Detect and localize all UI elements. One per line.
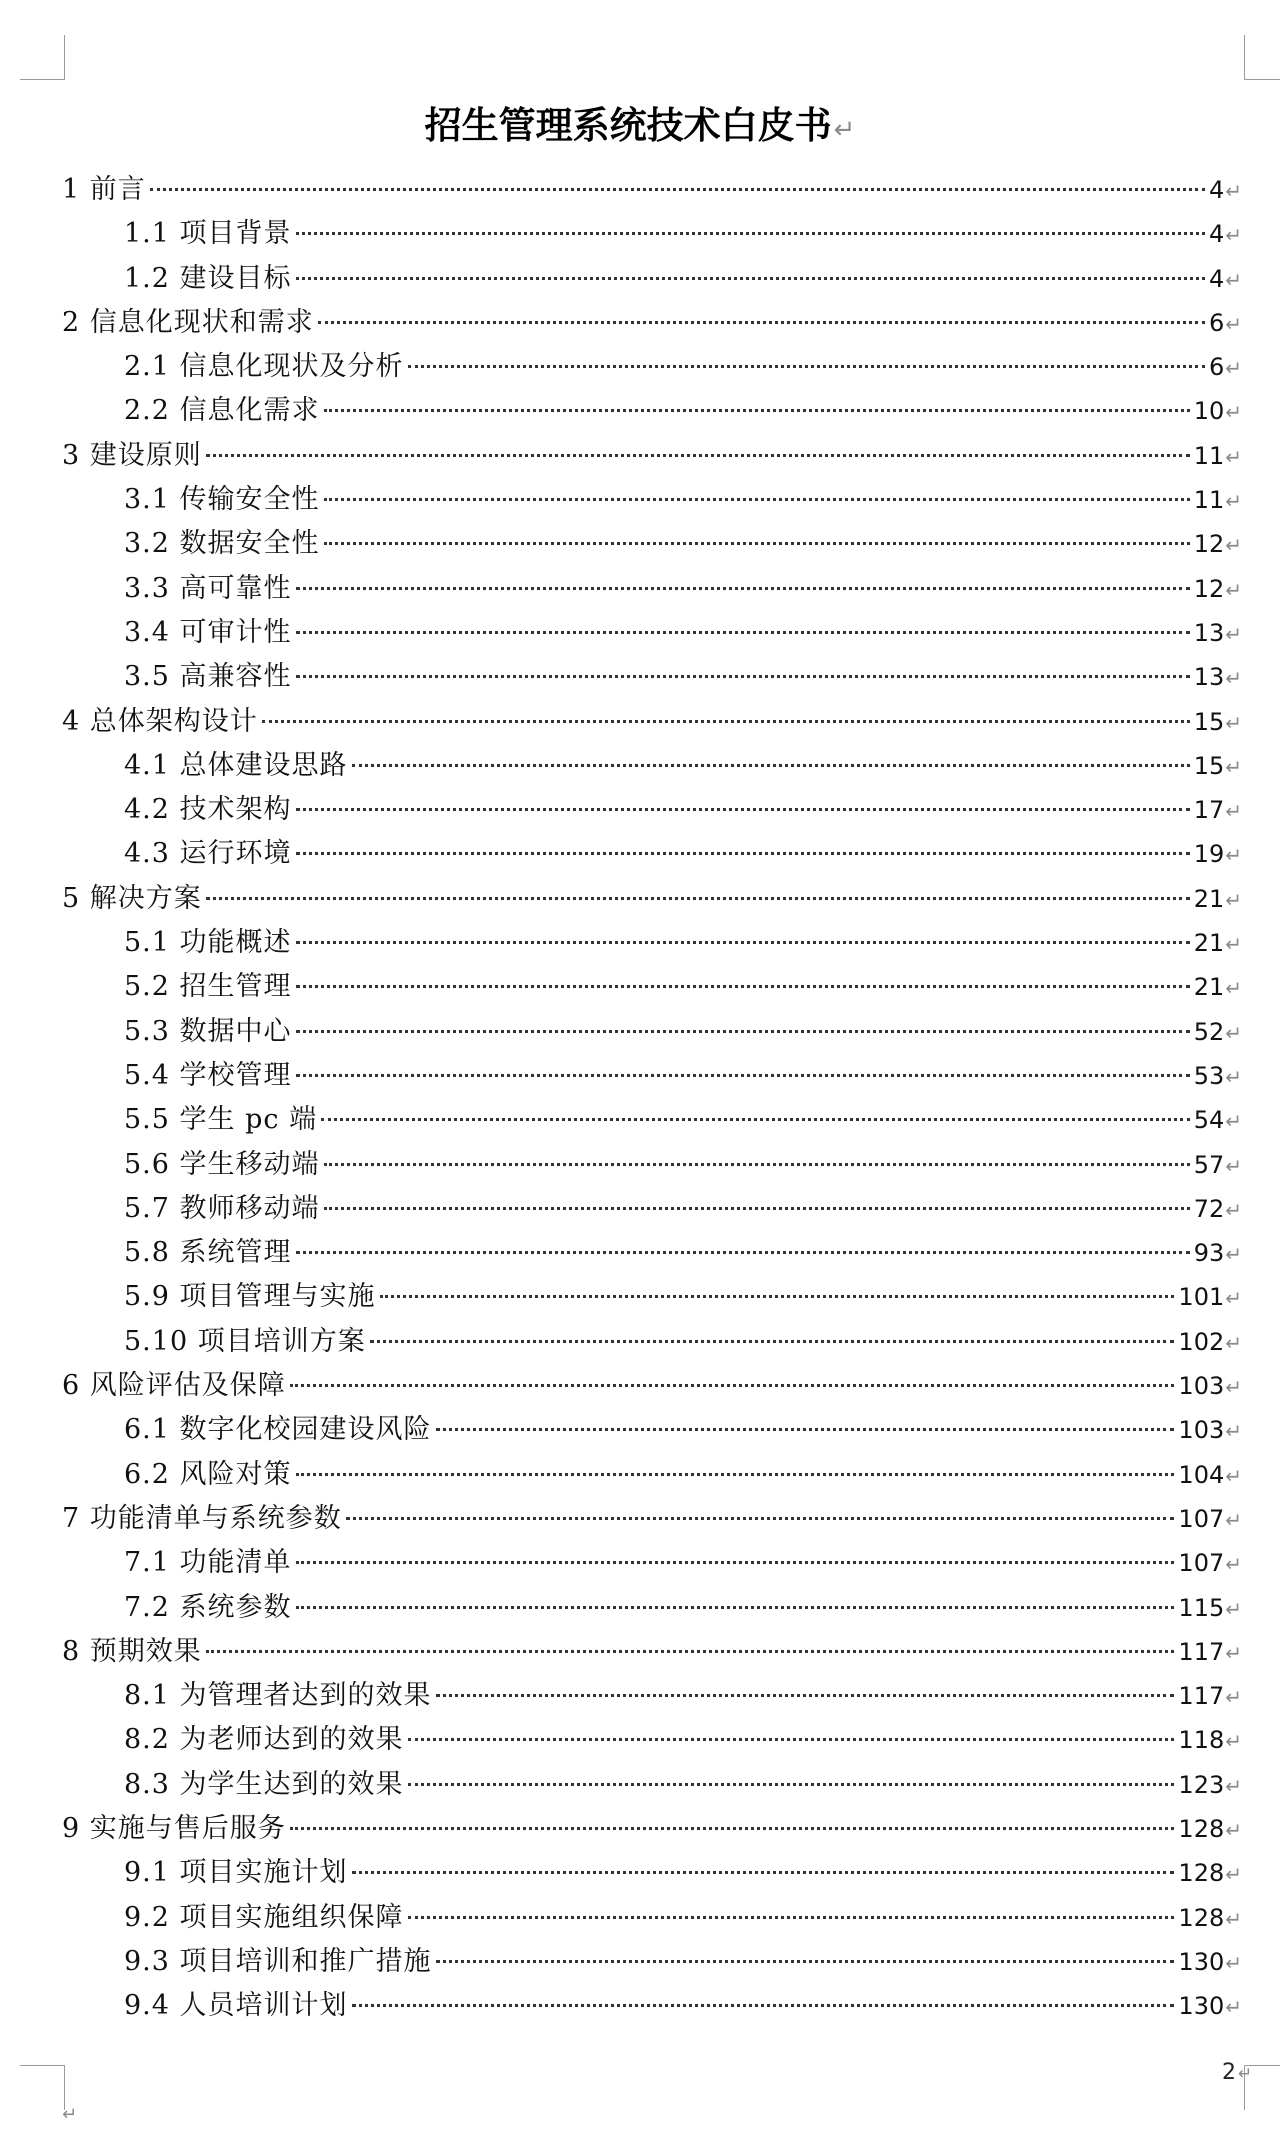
paragraph-mark-icon: ↵ — [1225, 1773, 1242, 1798]
toc-entry-page — [1194, 1010, 1242, 1055]
toc-chapter-entry[interactable] — [62, 700, 1242, 744]
paragraph-mark-icon: ↵ — [1225, 754, 1242, 779]
paragraph-mark-icon: ↵ — [1225, 1862, 1242, 1887]
dot-leader — [296, 852, 1190, 855]
toc-page-number: 130 — [1178, 1992, 1225, 2021]
toc-entry-page — [1209, 168, 1242, 213]
dot-leader — [408, 365, 1205, 368]
toc-entry-page — [1178, 1896, 1242, 1941]
toc-section-entry[interactable] — [62, 1010, 1242, 1054]
dot-leader — [296, 1074, 1190, 1077]
dot-leader — [290, 1827, 1175, 1830]
toc-entry-page — [1194, 1231, 1242, 1276]
toc-section-entry[interactable] — [62, 1851, 1242, 1895]
dot-leader — [296, 808, 1190, 811]
toc-section-entry[interactable] — [62, 567, 1242, 611]
toc-section-entry[interactable] — [62, 1763, 1242, 1807]
paragraph-mark-icon: ↵ — [1225, 444, 1242, 469]
paragraph-mark-icon: ↵ — [1225, 577, 1242, 602]
toc-entry-label: 7 功能清单与系统参数 — [62, 1502, 342, 1534]
toc-page-number: 13 — [1193, 618, 1225, 647]
dot-leader — [324, 409, 1190, 412]
paragraph-mark-icon: ↵ — [1225, 223, 1242, 248]
toc-entry-label: 3.4 可审计性 — [124, 616, 292, 648]
toc-chapter-entry[interactable] — [62, 1497, 1242, 1541]
toc-entry-label: 5.8 系统管理 — [124, 1237, 292, 1269]
toc-page-number: 21 — [1193, 884, 1225, 913]
toc-page-number: 103 — [1178, 1416, 1225, 1445]
toc-page-number: 104 — [1178, 1460, 1225, 1489]
toc-entry-label: 6.2 风险对策 — [124, 1458, 292, 1490]
toc-entry-page — [1194, 1098, 1242, 1143]
paragraph-mark-icon: ↵ — [1225, 1950, 1242, 1975]
dot-leader — [296, 675, 1190, 678]
toc-entry-label: 5.6 学生移动端 — [124, 1148, 320, 1180]
toc-page-number: 12 — [1193, 574, 1225, 603]
toc-chapter-entry[interactable] — [62, 168, 1242, 212]
toc-page-number: 130 — [1178, 1947, 1225, 1976]
toc-entry-page — [1194, 567, 1242, 612]
toc-section-entry[interactable] — [62, 1275, 1242, 1319]
toc-entry-label: 3 建设原则 — [62, 439, 202, 471]
toc-chapter-entry[interactable] — [62, 1364, 1242, 1408]
toc-entry-page — [1194, 700, 1242, 745]
toc-page-number: 93 — [1193, 1239, 1225, 1268]
toc-section-entry[interactable] — [62, 212, 1242, 256]
toc-page-number: 118 — [1178, 1726, 1225, 1755]
toc-page-number: 128 — [1178, 1903, 1225, 1932]
toc-page-number: 17 — [1193, 796, 1225, 825]
paragraph-mark-icon: ↵ — [833, 115, 856, 145]
dot-leader — [296, 1561, 1175, 1564]
toc-entry-label: 9.4 人员培训计划 — [124, 1990, 348, 2022]
toc-entry-label: 4.2 技术架构 — [124, 794, 292, 826]
dot-leader — [296, 277, 1205, 280]
toc-section-entry[interactable] — [62, 1054, 1242, 1098]
dot-leader — [324, 1163, 1190, 1166]
paragraph-mark-icon: ↵ — [1225, 710, 1242, 735]
paragraph-mark-icon: ↵ — [1225, 1906, 1242, 1931]
paragraph-mark-icon: ↵ — [1225, 1330, 1242, 1355]
toc-entry-label: 5.3 数据中心 — [124, 1015, 292, 1047]
toc-page-number: 107 — [1178, 1549, 1225, 1578]
dot-leader — [296, 631, 1190, 634]
document-title — [0, 95, 1280, 160]
toc-page-number: 19 — [1193, 840, 1225, 869]
paragraph-mark-icon: ↵ — [1225, 1995, 1242, 2020]
toc-section-entry[interactable] — [62, 1940, 1242, 1984]
toc-section-entry[interactable] — [62, 1320, 1242, 1364]
toc-section-entry[interactable] — [62, 788, 1242, 832]
paragraph-mark-icon: ↵ — [1225, 356, 1242, 381]
toc-entry-page — [1178, 1630, 1242, 1675]
toc-entry-page — [1194, 965, 1242, 1010]
toc-page-number: 4 — [1208, 264, 1225, 293]
toc-section-entry[interactable] — [62, 1098, 1242, 1142]
toc-section-entry[interactable] — [62, 522, 1242, 566]
toc-entry-label: 3.3 高可靠性 — [124, 572, 292, 604]
toc-entry-label: 5.1 功能概述 — [124, 927, 292, 959]
document-title-text: 招生管理系统技术白皮书 — [424, 103, 832, 147]
paragraph-mark-icon: ↵ — [1225, 1109, 1242, 1134]
toc-entry-page — [1194, 788, 1242, 833]
paragraph-mark-icon: ↵ — [1225, 1064, 1242, 1089]
toc-entry-label: 4 总体架构设计 — [62, 705, 258, 737]
paragraph-mark-icon: ↵ — [1225, 843, 1242, 868]
toc-entry-label: 8.2 为老师达到的效果 — [124, 1724, 404, 1756]
toc-section-entry[interactable] — [62, 1718, 1242, 1762]
toc-page-number: 72 — [1193, 1194, 1225, 1223]
toc-entry-page — [1178, 1275, 1242, 1320]
toc-section-entry[interactable] — [62, 1896, 1242, 1940]
toc-page-number: 102 — [1178, 1327, 1225, 1356]
toc-page-number: 117 — [1178, 1682, 1225, 1711]
toc-entry-label: 6 风险评估及保障 — [62, 1370, 286, 1402]
dot-leader — [321, 1118, 1190, 1121]
toc-section-entry[interactable] — [62, 1674, 1242, 1718]
dot-leader — [380, 1295, 1175, 1298]
toc-section-entry[interactable] — [62, 478, 1242, 522]
dot-leader — [296, 232, 1205, 235]
toc-page-number: 6 — [1208, 308, 1225, 337]
toc-entry-page — [1194, 478, 1242, 523]
toc-page-number: 15 — [1193, 707, 1225, 736]
paragraph-mark-icon: ↵ — [1225, 179, 1242, 203]
paragraph-mark-icon: ↵ — [1225, 489, 1242, 514]
paragraph-mark-icon: ↵ — [62, 2104, 78, 2125]
toc-page-number: 103 — [1178, 1372, 1225, 1401]
toc-entry-page — [1178, 1984, 1242, 2029]
dot-leader — [296, 1473, 1175, 1476]
dot-leader — [290, 1384, 1175, 1387]
toc-entry-label: 6.1 数字化校园建设风险 — [124, 1414, 432, 1446]
toc-entry-page — [1194, 655, 1242, 700]
toc-entry-page — [1194, 389, 1242, 434]
toc-entry-label: 9.3 项目培训和推广措施 — [124, 1945, 432, 1977]
toc-entry-label: 2.1 信息化现状及分析 — [124, 351, 404, 383]
toc-entry-label: 5.4 学校管理 — [124, 1059, 292, 1091]
toc-section-entry[interactable] — [62, 655, 1242, 699]
toc-entry-label: 9.2 项目实施组织保障 — [124, 1901, 404, 1933]
toc-entry-page — [1178, 1453, 1242, 1498]
toc-entry-label: 4.1 总体建设思路 — [124, 749, 348, 781]
dot-leader — [436, 1694, 1175, 1697]
toc-entry-label: 8 预期效果 — [62, 1635, 202, 1667]
paragraph-mark-icon: ↵ — [1225, 1020, 1242, 1045]
toc-entry-page — [1194, 744, 1242, 789]
toc-entry-label: 8.3 为学生达到的效果 — [124, 1768, 404, 1800]
toc-section-entry[interactable] — [62, 1143, 1242, 1187]
dot-leader — [206, 454, 1190, 457]
toc-section-entry[interactable] — [62, 1453, 1242, 1497]
dot-leader — [408, 1738, 1175, 1741]
dot-leader — [296, 941, 1190, 944]
table-of-contents — [62, 168, 1242, 2028]
toc-entry-label: 5.2 招生管理 — [124, 971, 292, 1003]
toc-entry-page — [1178, 1674, 1242, 1719]
toc-page-number: 4 — [1208, 220, 1225, 249]
paragraph-mark-icon: ↵ — [1238, 2064, 1253, 2084]
paragraph-mark-icon: ↵ — [1225, 1153, 1242, 1178]
dot-leader — [324, 498, 1190, 501]
page-number-value: 2 — [1222, 2060, 1236, 2085]
dot-leader — [296, 1251, 1190, 1254]
paragraph-mark-icon: ↵ — [1225, 1817, 1242, 1842]
toc-entry-label: 5.7 教师移动端 — [124, 1192, 320, 1224]
toc-page-number: 101 — [1178, 1283, 1225, 1312]
paragraph-mark-icon: ↵ — [1225, 1685, 1242, 1710]
toc-entry-page — [1194, 832, 1242, 877]
dot-leader — [262, 720, 1190, 723]
dot-leader — [206, 897, 1190, 900]
toc-section-entry[interactable] — [62, 345, 1242, 389]
toc-entry-page — [1194, 434, 1242, 479]
dot-leader — [318, 321, 1205, 324]
toc-chapter-entry[interactable] — [62, 1630, 1242, 1674]
toc-entry-label: 5.10 项目培训方案 — [124, 1325, 366, 1357]
toc-entry-label: 2.2 信息化需求 — [124, 395, 320, 427]
paragraph-mark-icon: ↵ — [1225, 1507, 1242, 1532]
dot-leader — [324, 1207, 1190, 1210]
toc-entry-page — [1209, 257, 1242, 302]
toc-entry-label: 3.1 传输安全性 — [124, 484, 320, 516]
toc-entry-label: 7.2 系统参数 — [124, 1591, 292, 1623]
dot-leader — [408, 1916, 1175, 1919]
toc-chapter-entry[interactable] — [62, 877, 1242, 921]
toc-entry-page — [1178, 1940, 1242, 1985]
dot-leader — [408, 1783, 1175, 1786]
toc-entry-label: 5.9 项目管理与实施 — [124, 1281, 376, 1313]
crop-mark-top-right — [1244, 35, 1280, 80]
paragraph-mark-icon: ↵ — [1225, 1375, 1242, 1400]
dot-leader — [296, 1606, 1175, 1609]
paragraph-mark-icon: ↵ — [1225, 932, 1242, 957]
toc-entry-page — [1178, 1408, 1242, 1453]
toc-entry-page — [1178, 1851, 1242, 1896]
toc-entry-label: 7.1 功能清单 — [124, 1547, 292, 1579]
paragraph-mark-icon: ↵ — [1225, 1419, 1242, 1444]
toc-section-entry[interactable] — [62, 611, 1242, 655]
paragraph-mark-icon: ↵ — [1225, 666, 1242, 691]
toc-entry-page — [1194, 1054, 1242, 1099]
toc-entry-page — [1209, 345, 1242, 390]
toc-page-number: 10 — [1193, 397, 1225, 426]
toc-section-entry[interactable] — [62, 965, 1242, 1009]
dot-leader — [352, 1871, 1175, 1874]
toc-entry-label: 4.3 运行环境 — [124, 838, 292, 870]
paragraph-mark-icon: ↵ — [1225, 1463, 1242, 1488]
toc-entry-label: 3.2 数据安全性 — [124, 528, 320, 560]
paragraph-mark-icon: ↵ — [1225, 533, 1242, 558]
toc-page-number: 21 — [1193, 929, 1225, 958]
paragraph-mark-icon: ↵ — [1225, 311, 1242, 336]
paragraph-mark-icon: ↵ — [1225, 1197, 1242, 1222]
toc-page-number: 6 — [1208, 353, 1225, 382]
toc-entry-page — [1194, 611, 1242, 656]
page-number — [1222, 2060, 1252, 2085]
toc-section-entry[interactable] — [62, 832, 1242, 876]
toc-page-number: 128 — [1178, 1814, 1225, 1843]
toc-page-number: 123 — [1178, 1770, 1225, 1799]
toc-section-entry[interactable] — [62, 1586, 1242, 1630]
toc-entry-label: 1.1 项目背景 — [124, 218, 292, 250]
toc-page-number: 52 — [1193, 1017, 1225, 1046]
toc-entry-page — [1194, 522, 1242, 567]
toc-entry-label: 9 实施与售后服务 — [62, 1812, 286, 1844]
toc-entry-page — [1178, 1586, 1242, 1631]
toc-entry-page — [1178, 1364, 1242, 1409]
toc-section-entry[interactable] — [62, 389, 1242, 433]
toc-entry-page — [1178, 1763, 1242, 1808]
toc-chapter-entry[interactable] — [62, 1807, 1242, 1851]
toc-chapter-entry[interactable] — [62, 301, 1242, 345]
toc-entry-label: 1.2 建设目标 — [124, 262, 292, 294]
toc-page-number: 12 — [1193, 530, 1225, 559]
toc-entry-page — [1194, 1143, 1242, 1188]
toc-entry-label: 5 解决方案 — [62, 882, 202, 914]
paragraph-mark-icon: ↵ — [1225, 267, 1242, 292]
toc-section-entry[interactable] — [62, 1984, 1242, 2028]
paragraph-mark-icon: ↵ — [1225, 1640, 1242, 1665]
toc-page-number: 21 — [1193, 973, 1225, 1002]
toc-section-entry[interactable] — [62, 1187, 1242, 1231]
dot-leader — [296, 587, 1190, 590]
toc-section-entry[interactable] — [62, 1408, 1242, 1452]
dot-leader — [370, 1340, 1175, 1343]
crop-mark-bottom-left — [20, 2065, 65, 2110]
toc-entry-page — [1194, 921, 1242, 966]
toc-page-number: 13 — [1193, 663, 1225, 692]
dot-leader — [206, 1650, 1175, 1653]
paragraph-mark-icon: ↵ — [1225, 1242, 1242, 1267]
dot-leader — [436, 1428, 1175, 1431]
toc-page-number: 11 — [1193, 486, 1225, 515]
toc-entry-page — [1194, 1187, 1242, 1232]
toc-entry-label: 9.1 项目实施计划 — [124, 1857, 348, 1889]
paragraph-mark-icon: ↵ — [1225, 1552, 1242, 1577]
toc-entry-page — [1178, 1807, 1242, 1852]
toc-entry-page — [1178, 1541, 1242, 1586]
crop-mark-top-left — [20, 35, 65, 80]
dot-leader — [324, 542, 1190, 545]
dot-leader — [150, 188, 1205, 191]
paragraph-mark-icon: ↵ — [1225, 621, 1242, 646]
paragraph-mark-icon: ↵ — [1225, 400, 1242, 425]
toc-entry-label: 1 前言 — [62, 174, 146, 205]
toc-page-number: 115 — [1178, 1593, 1225, 1622]
toc-entry-page — [1178, 1320, 1242, 1365]
toc-section-entry[interactable] — [62, 1541, 1242, 1585]
toc-entry-page — [1194, 877, 1242, 922]
toc-entry-page — [1209, 212, 1242, 257]
toc-section-entry[interactable] — [62, 257, 1242, 301]
dot-leader — [436, 1960, 1175, 1963]
toc-entry-page — [1178, 1497, 1242, 1542]
dot-leader — [352, 2004, 1175, 2007]
toc-entry-label: 8.1 为管理者达到的效果 — [124, 1680, 432, 1712]
toc-entry-label: 3.5 高兼容性 — [124, 661, 292, 693]
dot-leader — [296, 1030, 1190, 1033]
paragraph-mark-icon: ↵ — [1225, 1596, 1242, 1621]
paragraph-mark-icon: ↵ — [1225, 976, 1242, 1001]
toc-chapter-entry[interactable] — [62, 434, 1242, 478]
toc-page-number: 54 — [1193, 1106, 1225, 1135]
toc-page-number: 11 — [1193, 441, 1225, 470]
toc-page-number: 117 — [1178, 1637, 1225, 1666]
toc-entry-label: 5.5 学生 pc 端 — [124, 1104, 318, 1136]
toc-page-number: 128 — [1178, 1859, 1225, 1888]
toc-entry-page — [1209, 301, 1242, 346]
toc-section-entry[interactable] — [62, 921, 1242, 965]
toc-page-number: 107 — [1178, 1504, 1225, 1533]
toc-page-number: 4 — [1208, 176, 1225, 204]
paragraph-mark-icon: ↵ — [1225, 887, 1242, 912]
toc-entry-page — [1178, 1718, 1242, 1763]
toc-section-entry[interactable] — [62, 1231, 1242, 1275]
paragraph-mark-icon: ↵ — [1225, 1729, 1242, 1754]
toc-section-entry[interactable] — [62, 744, 1242, 788]
toc-page-number: 53 — [1193, 1061, 1225, 1090]
toc-entry-label: 2 信息化现状和需求 — [62, 306, 314, 338]
toc-page-number: 57 — [1193, 1150, 1225, 1179]
toc-page-number: 15 — [1193, 751, 1225, 780]
dot-leader — [352, 764, 1190, 767]
paragraph-mark-icon: ↵ — [1225, 799, 1242, 824]
dot-leader — [346, 1517, 1175, 1520]
paragraph-mark-icon: ↵ — [1225, 1286, 1242, 1311]
dot-leader — [296, 985, 1190, 988]
